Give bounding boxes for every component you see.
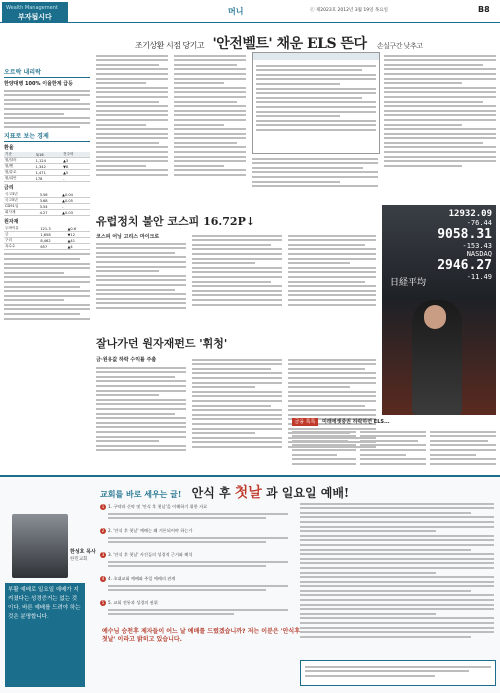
table-cell: 두바이유 bbox=[4, 226, 39, 232]
rate-table bbox=[4, 192, 90, 216]
headline-kicker: 조기상환 시점 당기고 bbox=[135, 41, 205, 50]
ad-item-text-1 bbox=[108, 510, 288, 522]
table-cell: 3.54 bbox=[39, 204, 62, 210]
ad-right-text bbox=[300, 500, 494, 640]
table-cell: ▼8 bbox=[62, 164, 90, 170]
fund-body-1 bbox=[96, 364, 186, 454]
right-body-2 bbox=[360, 428, 426, 467]
logo-english: Wealth Management bbox=[6, 5, 58, 11]
table-row bbox=[4, 210, 90, 216]
table-row bbox=[4, 176, 90, 182]
table-cell: ▲5 bbox=[62, 170, 90, 176]
table-cell: 1,471 bbox=[35, 170, 63, 176]
section-indicators-title: 지표로 보는 경제 bbox=[4, 131, 90, 142]
table-cell: 원/위안 bbox=[4, 176, 35, 182]
headline-kicker-right: 손실구간 낮추고 bbox=[376, 42, 423, 50]
left-column bbox=[4, 67, 90, 322]
table-cell: 1,658 bbox=[39, 232, 66, 238]
table-cell: ▲3 bbox=[62, 158, 90, 164]
photo-caption-sign: 日経平均 bbox=[390, 278, 427, 288]
table-cell: 회사채 bbox=[4, 210, 39, 216]
table-cell: 원/달러 bbox=[4, 158, 35, 164]
kospi-subhead: 코스피 어닝 고리스 마이크로 bbox=[96, 234, 160, 240]
table-cell: 전주비 bbox=[62, 152, 90, 158]
table-cell: ▲41 bbox=[67, 238, 90, 244]
table-cell: 기준 bbox=[4, 152, 35, 158]
issue-meta: ⓔ 제2023호 2012년 3월 19일 목요일 bbox=[310, 8, 388, 13]
table-cell: 178 bbox=[35, 176, 63, 182]
table-cell: ▲0.05 bbox=[61, 198, 90, 204]
fund-headline: 잘나가던 원자재펀드 '휘청' bbox=[96, 337, 228, 350]
table-cell: 121.3 bbox=[39, 226, 66, 232]
right-body-3 bbox=[430, 428, 496, 467]
right-body-1 bbox=[292, 428, 356, 467]
table-cell: 8,462 bbox=[39, 238, 66, 244]
table-cell: - bbox=[62, 176, 90, 182]
ticker-change-1: -76.44 bbox=[466, 219, 492, 227]
table-cell: 국고3년 bbox=[4, 192, 39, 198]
table-cell: - bbox=[61, 204, 90, 210]
table-cell: 원/엔 bbox=[4, 164, 35, 170]
ad-quote: 예수님 승천후 제자들이 어느 날 예배를 드렸겠습니까? 저는 이분은 '안식후 첫날' 이라고 밝히고 있습니다. bbox=[102, 628, 300, 643]
article-body-2 bbox=[174, 52, 246, 179]
ticker-name-nasdaq: NASDAQ bbox=[466, 250, 492, 258]
table-cell: 국고5년 bbox=[4, 198, 39, 204]
ad-contact-box bbox=[300, 660, 496, 686]
page-number: B8 bbox=[478, 5, 490, 14]
pastor-photo bbox=[12, 514, 68, 578]
text-block bbox=[4, 253, 90, 319]
section-updown-sub: 한양대병 100% 이율한계 급등 bbox=[4, 81, 73, 87]
ticker-change-3: -11.49 bbox=[466, 273, 492, 281]
section-logo bbox=[2, 2, 68, 22]
kospi-body-1 bbox=[96, 240, 186, 312]
pastor-name: 한성호 목사 bbox=[70, 549, 96, 555]
table-cell: 옥수수 bbox=[4, 244, 39, 250]
table-cell: CD91일 bbox=[4, 204, 39, 210]
els-product-table bbox=[252, 52, 380, 154]
ad-title bbox=[100, 482, 349, 502]
headline-title: '안전벨트' 채운 ELS 뜬다 bbox=[212, 36, 367, 52]
ad-item-text-2 bbox=[108, 534, 288, 546]
finance-talk-sub: 미래에셋증권 하락하면 ELS... bbox=[322, 419, 390, 425]
ad-item-3: 3 3. '안식 후 첫날' 사건들의 성경적 근거와 해석 bbox=[101, 552, 193, 557]
text-block bbox=[4, 90, 90, 129]
logo-korean: 부자됩시다 bbox=[18, 13, 52, 21]
ad-title-part-b: 안식 후 bbox=[191, 486, 231, 500]
fx-table bbox=[4, 152, 90, 182]
person-face bbox=[424, 305, 446, 329]
ticker-value-3: 2946.27 bbox=[437, 258, 492, 273]
table-cell: 1,342 bbox=[35, 164, 63, 170]
ad-item-text-4 bbox=[108, 582, 288, 594]
ad-title-part-a: 교회를 바로 세우는 글! bbox=[100, 489, 182, 499]
ticker-change-2: -153.43 bbox=[462, 242, 492, 250]
fund-subhead: 금·원유값 하락 수익률 주춤 bbox=[96, 357, 157, 363]
ad-item-text-5 bbox=[108, 606, 288, 618]
ad-title-highlight: 첫날 bbox=[234, 485, 262, 501]
indicator-sub-commodity: 원자재 bbox=[4, 219, 19, 226]
header-rule bbox=[0, 22, 500, 23]
table-row bbox=[4, 244, 90, 250]
ad-left-box: 부활 예배로 일요일 예배가 지켜졌다는 성경증거는 없는 것이다. 바른 예배를 드려야 하는 것은 분명합니다. bbox=[5, 583, 85, 687]
article-body-4 bbox=[384, 52, 496, 169]
table-cell: ▲0.6 bbox=[67, 226, 90, 232]
table-cell: 3.56 bbox=[39, 192, 62, 198]
table-cell: ▲4 bbox=[67, 244, 90, 250]
indicator-sub-fx: 환율 bbox=[4, 145, 14, 152]
finance-talk-badge: 금융 톡톡 bbox=[292, 418, 318, 426]
ticker-value-2: 9058.31 bbox=[437, 227, 492, 242]
pastor-church: 한민교회 bbox=[70, 557, 88, 562]
ad-item-2: 2 2. '안식 후 첫날' 예배는 왜 거론되어야 하는가 bbox=[101, 528, 193, 533]
section-name: 머니 bbox=[228, 7, 244, 16]
table-cell: 4.27 bbox=[39, 210, 62, 216]
ad-item-text-3 bbox=[108, 558, 288, 570]
kospi-body-2 bbox=[192, 232, 282, 308]
kospi-headline: 유럽정치 불안 코스피 16.72P↓ bbox=[96, 215, 256, 228]
ad-item-5: 5 5. 교회 전통과 성경의 권위 bbox=[101, 600, 158, 605]
indicator-sub-rate: 금리 bbox=[4, 185, 14, 192]
table-cell: 1,124 bbox=[35, 158, 63, 164]
table-cell: 구리 bbox=[4, 238, 39, 244]
ticker-value-1: 12932.09 bbox=[448, 209, 492, 219]
fund-body-2 bbox=[192, 356, 282, 450]
ad-title-part-c: 과 일요일 예배! bbox=[266, 486, 350, 500]
table-cell: ▼12 bbox=[67, 232, 90, 238]
table-cell: 657 bbox=[39, 244, 66, 250]
section-updown-title: 오르락 내리락 bbox=[4, 67, 90, 78]
table-cell: 금 bbox=[4, 232, 39, 238]
table-cell: 3/16 bbox=[35, 152, 63, 158]
table-cell: ▲0.04 bbox=[61, 192, 90, 198]
kospi-body-3 bbox=[288, 232, 376, 308]
table-cell: 원/유로 bbox=[4, 170, 35, 176]
ticker-board bbox=[437, 209, 492, 281]
table-cell: ▲0.03 bbox=[61, 210, 90, 216]
table-cell: 3.68 bbox=[39, 198, 62, 204]
ad-item-4: 4 4. 초대교회 예배와 주일 예배의 관계 bbox=[101, 576, 176, 581]
commodity-table bbox=[4, 226, 90, 250]
main-headline bbox=[135, 33, 422, 53]
article-body-3 bbox=[252, 155, 378, 190]
stock-board-photo bbox=[382, 205, 496, 415]
ad-item-1: 1 1. 구약과 신약 및 '안식 후 첫날'을 이해하기 위한 자료 bbox=[101, 504, 208, 509]
article-body-1 bbox=[96, 52, 168, 179]
